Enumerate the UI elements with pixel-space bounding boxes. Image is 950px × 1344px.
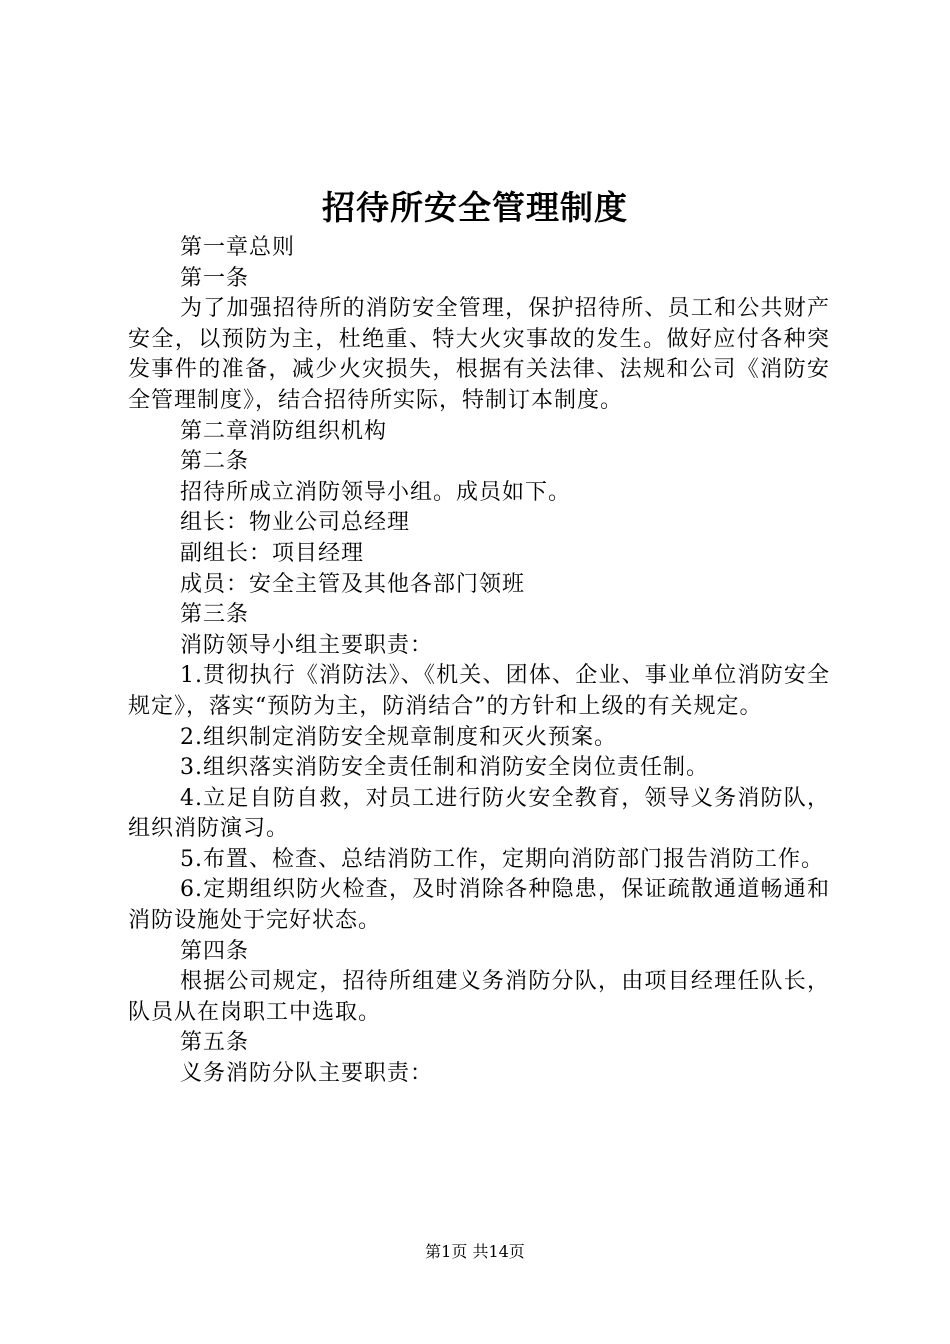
list-item: 4.立足自防自救，对员工进行防火安全教育，领导义务消防队，组织消防演习。 (128, 785, 830, 842)
body-paragraph: 组长：物业公司总经理 (180, 510, 411, 536)
chapter-heading: 第一章总则 (180, 235, 296, 260)
article-heading: 第五条 (180, 1030, 250, 1056)
document-body (128, 233, 830, 1090)
body-paragraph: 义务消防分队主要职责： (180, 1061, 434, 1087)
body-paragraph: 消防领导小组主要职责： (180, 632, 434, 658)
article-heading: 第一条 (180, 265, 250, 291)
list-item: 5.布置、检查、总结消防工作，定期向消防部门报告消防工作。 (180, 846, 824, 872)
body-paragraph: 根据公司规定，招待所组建义务消防分队，由项目经理任队长，队员从在岗职工中选取。 (128, 969, 830, 1025)
page-footer: 第1页 共14页 (425, 1242, 525, 1261)
chapter-heading: 第二章消防组织机构 (180, 418, 388, 444)
list-item: 2.组织制定消防安全规章制度和灭火预案。 (180, 724, 617, 750)
body-paragraph: 副组长：项目经理 (180, 540, 365, 566)
list-item: 6.定期组织防火检查，及时消除各种隐患，保证疏散通道畅通和消防设施处于完好状态。 (128, 877, 830, 934)
article-heading: 第四条 (180, 938, 250, 964)
article-heading: 第二条 (180, 449, 250, 475)
article-heading: 第三条 (180, 602, 250, 628)
list-item: 1.贯彻执行《消防法》、《机关、团体、企业、事业单位消防安全规定》，落实“预防为主，防消结合”的方针和上级的有关规定。 (128, 663, 830, 719)
document-title: 招待所安全管理制度 (322, 188, 628, 227)
list-item: 3.组织落实消防安全责任制和消防安全岗位责任制。 (180, 755, 709, 781)
body-paragraph: 为了加强招待所的消防安全管理，保护招待所、员工和公共财产安全，以预防为主，杜绝重、特大火灾事故的发生。做好应付各种突发事件的准备，减少火灾损失，根据有关法律、法规和公司《消防安全管理制度》，结合招待所实际，特制订本制度。 (128, 296, 830, 413)
body-paragraph: 招待所成立消防领导小组。成员如下。 (180, 479, 572, 505)
body-paragraph: 成员：安全主管及其他各部门领班 (180, 571, 526, 597)
